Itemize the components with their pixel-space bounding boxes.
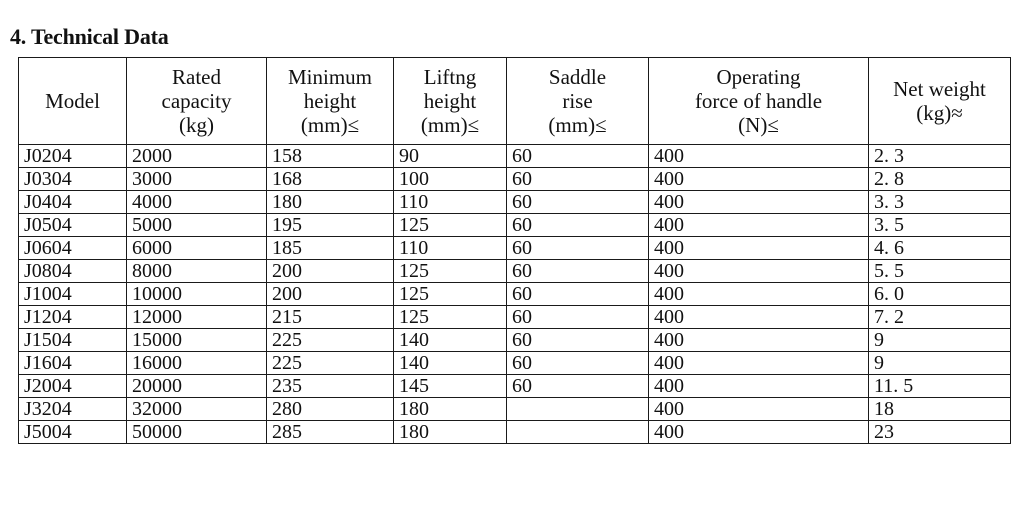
table-cell-model: J0604 [19, 237, 127, 260]
table-cell-net-weight: 5. 5 [869, 260, 1011, 283]
column-header-line: (kg) [179, 113, 214, 137]
table-cell-lifting-height: 180 [394, 398, 507, 421]
table-cell-minimum-height: 168 [267, 168, 394, 191]
table-cell-net-weight: 9 [869, 352, 1011, 375]
table-cell-operating-force: 400 [649, 237, 869, 260]
table-cell-minimum-height: 185 [267, 237, 394, 260]
column-header-line: height [303, 89, 357, 113]
table-cell-saddle-rise: 60 [507, 214, 649, 237]
table-cell-rated-capacity: 16000 [127, 352, 267, 375]
technical-data-table [18, 57, 1011, 444]
table-cell-net-weight: 2. 3 [869, 145, 1011, 168]
table-cell-minimum-height: 195 [267, 214, 394, 237]
table-cell-rated-capacity: 15000 [127, 329, 267, 352]
table-body [19, 145, 1011, 444]
table-cell-rated-capacity: 5000 [127, 214, 267, 237]
column-header-line: Saddle [548, 65, 607, 89]
table-cell-rated-capacity: 20000 [127, 375, 267, 398]
table-cell-minimum-height: 200 [267, 260, 394, 283]
column-header-line: (N)≤ [738, 113, 779, 137]
table-cell-lifting-height: 125 [394, 283, 507, 306]
table-cell-lifting-height: 145 [394, 375, 507, 398]
column-header-model [19, 58, 127, 145]
table-cell-rated-capacity: 8000 [127, 260, 267, 283]
table-cell-rated-capacity: 2000 [127, 145, 267, 168]
table-cell-model: J3204 [19, 398, 127, 421]
table-cell-lifting-height: 125 [394, 260, 507, 283]
column-header-line: Minimum [287, 65, 372, 89]
table-cell-operating-force: 400 [649, 329, 869, 352]
table-cell-net-weight: 3. 5 [869, 214, 1011, 237]
table-cell-operating-force: 400 [649, 191, 869, 214]
table-row [19, 145, 1011, 168]
table-cell-net-weight: 23 [869, 421, 1011, 444]
table-cell-saddle-rise [507, 421, 649, 444]
table-cell-minimum-height: 180 [267, 191, 394, 214]
column-header-saddle-rise [507, 58, 649, 145]
table-cell-minimum-height: 225 [267, 329, 394, 352]
table-cell-model: J1604 [19, 352, 127, 375]
table-cell-model: J1004 [19, 283, 127, 306]
table-row [19, 352, 1011, 375]
table-cell-operating-force: 400 [649, 260, 869, 283]
section-title: 4. Technical Data [10, 24, 169, 49]
table-row [19, 214, 1011, 237]
table-cell-model: J0304 [19, 168, 127, 191]
table-row [19, 260, 1011, 283]
column-header-operating-force [649, 58, 869, 145]
table-cell-model: J0504 [19, 214, 127, 237]
table-cell-lifting-height: 125 [394, 214, 507, 237]
table-row [19, 191, 1011, 214]
table-cell-lifting-height: 125 [394, 306, 507, 329]
table-cell-minimum-height: 158 [267, 145, 394, 168]
table-row [19, 168, 1011, 191]
table-cell-rated-capacity: 12000 [127, 306, 267, 329]
table-cell-lifting-height: 140 [394, 352, 507, 375]
table-cell-rated-capacity: 6000 [127, 237, 267, 260]
column-header-line: (mm)≤ [548, 113, 607, 137]
table-cell-minimum-height: 200 [267, 283, 394, 306]
table-cell-model: J2004 [19, 375, 127, 398]
table-cell-saddle-rise [507, 398, 649, 421]
table-row [19, 306, 1011, 329]
table-cell-saddle-rise: 60 [507, 329, 649, 352]
table-cell-net-weight: 11. 5 [869, 375, 1011, 398]
table-cell-saddle-rise: 60 [507, 145, 649, 168]
table-cell-minimum-height: 215 [267, 306, 394, 329]
table-cell-saddle-rise: 60 [507, 352, 649, 375]
table-cell-operating-force: 400 [649, 145, 869, 168]
table-cell-saddle-rise: 60 [507, 237, 649, 260]
table-cell-operating-force: 400 [649, 375, 869, 398]
column-header-minimum-height [267, 58, 394, 145]
table-cell-net-weight: 4. 6 [869, 237, 1011, 260]
column-header-net-weight [869, 58, 1011, 145]
column-header-line: rise [562, 89, 593, 113]
table-cell-operating-force: 400 [649, 283, 869, 306]
table-cell-net-weight: 18 [869, 398, 1011, 421]
column-header-line: Rated [172, 65, 221, 89]
table-cell-saddle-rise: 60 [507, 260, 649, 283]
table-cell-minimum-height: 285 [267, 421, 394, 444]
table-cell-rated-capacity: 32000 [127, 398, 267, 421]
table-row [19, 398, 1011, 421]
table-cell-lifting-height: 90 [394, 145, 507, 168]
table-cell-saddle-rise: 60 [507, 168, 649, 191]
table-cell-model: J0404 [19, 191, 127, 214]
table-cell-operating-force: 400 [649, 352, 869, 375]
table-cell-lifting-height: 100 [394, 168, 507, 191]
table-cell-rated-capacity: 3000 [127, 168, 267, 191]
column-header-line: (mm)≤ [420, 113, 480, 137]
table-cell-net-weight: 3. 3 [869, 191, 1011, 214]
table-cell-operating-force: 400 [649, 168, 869, 191]
column-header-line: Liftng [423, 65, 477, 89]
table-cell-net-weight: 2. 8 [869, 168, 1011, 191]
column-header-rated-capacity [127, 58, 267, 145]
table-cell-operating-force: 400 [649, 398, 869, 421]
table-cell-operating-force: 400 [649, 306, 869, 329]
table-cell-rated-capacity: 50000 [127, 421, 267, 444]
table-cell-lifting-height: 180 [394, 421, 507, 444]
table-cell-minimum-height: 280 [267, 398, 394, 421]
table-cell-net-weight: 6. 0 [869, 283, 1011, 306]
table-row [19, 421, 1011, 444]
table-cell-net-weight: 7. 2 [869, 306, 1011, 329]
table-cell-model: J0204 [19, 145, 127, 168]
table-cell-lifting-height: 140 [394, 329, 507, 352]
table-cell-saddle-rise: 60 [507, 375, 649, 398]
column-header-line: force of handle [694, 89, 823, 113]
table-row [19, 375, 1011, 398]
table-cell-rated-capacity: 10000 [127, 283, 267, 306]
table-cell-model: J1204 [19, 306, 127, 329]
table-cell-model: J5004 [19, 421, 127, 444]
table-header [19, 58, 1011, 145]
column-header-line: height [423, 89, 477, 113]
table-row [19, 329, 1011, 352]
column-header-line: (kg)≈ [916, 101, 963, 125]
table-cell-net-weight: 9 [869, 329, 1011, 352]
column-header-line: capacity [161, 89, 232, 113]
column-header-line: Model [45, 89, 100, 113]
table-cell-model: J0804 [19, 260, 127, 283]
column-header-line: (mm)≤ [300, 113, 360, 137]
table-cell-operating-force: 400 [649, 421, 869, 444]
table-cell-lifting-height: 110 [394, 191, 507, 214]
header-row [19, 58, 1011, 145]
table-cell-minimum-height: 225 [267, 352, 394, 375]
table-cell-operating-force: 400 [649, 214, 869, 237]
column-header-line: Net weight [893, 77, 986, 101]
table-row [19, 237, 1011, 260]
column-header-line: Operating [716, 65, 801, 89]
table-cell-saddle-rise: 60 [507, 283, 649, 306]
column-header-lifting-height [394, 58, 507, 145]
table-row [19, 283, 1011, 306]
table-cell-minimum-height: 235 [267, 375, 394, 398]
table-cell-saddle-rise: 60 [507, 191, 649, 214]
table-cell-lifting-height: 110 [394, 237, 507, 260]
table-cell-model: J1504 [19, 329, 127, 352]
table-cell-saddle-rise: 60 [507, 306, 649, 329]
table-cell-rated-capacity: 4000 [127, 191, 267, 214]
